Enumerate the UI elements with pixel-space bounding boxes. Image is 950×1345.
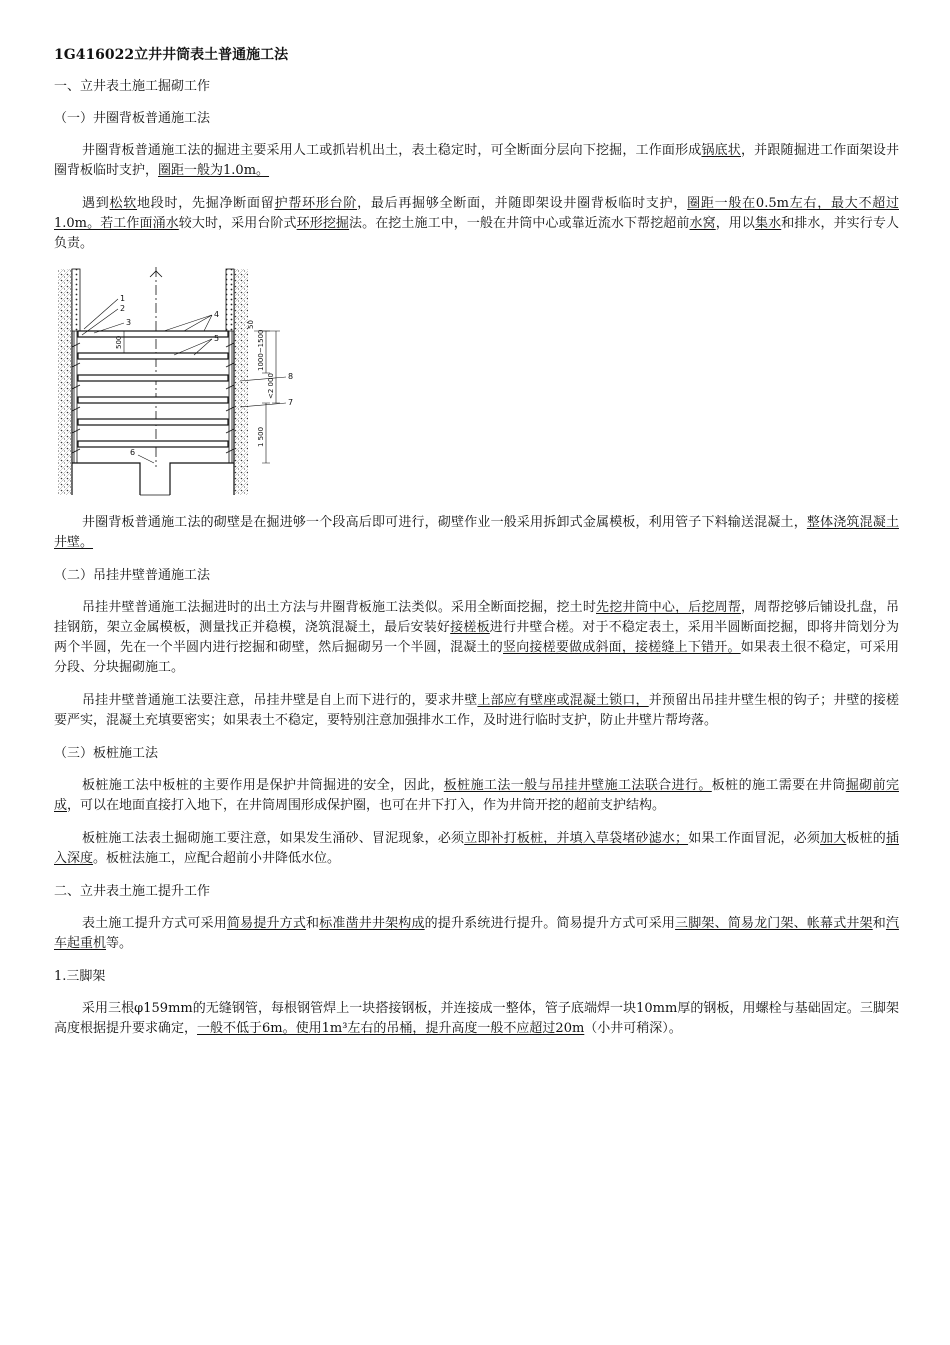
key-point: 圈距一般在0.5m左右，最大不超过1.0m。若工作面涌水	[54, 196, 899, 231]
key-point: 上部应有壁座或混凝土锁口，	[477, 693, 649, 708]
key-point: 接槎板	[450, 620, 490, 635]
key-point: 整体浇筑混凝土井壁。	[54, 515, 899, 550]
key-point: 标准凿井井架构成	[319, 916, 425, 931]
right-soil-wall	[234, 269, 248, 495]
section-2-heading: 二、立井表土施工提升工作	[54, 884, 211, 899]
document-page	[54, 44, 899, 1052]
key-point: 插入深度	[54, 831, 899, 866]
paragraph: 采用三根φ159mm的无缝钢管，每根钢管焊上一块搭接钢板，并连接成一整体，管子底端焊一块10mm厚的钢板，用螺栓与基础固定。三脚架高度根据提升要求确定，一般不低于6m。使用1m³左右的吊桶，提升高度一般不应超过20m（小井可稍深）。	[54, 1001, 899, 1036]
paragraph: 遇到松软地段时，先掘净断面留护帮环形台阶，最后再掘够全断面，并随即架设井圈背板临时支护，圈距一般在0.5m左右，最大不超过1.0m。若工作面涌水较大时，采用台阶式环形挖掘法。在挖土施工中，一般在井筒中心或靠近流水下帮挖超前水窝，用以集水和排水，并实行专人负责。	[54, 196, 899, 251]
steel-ring-set	[78, 331, 228, 447]
diagram-label: 1	[120, 294, 126, 303]
subsection-3-heading: （三）板桩施工法	[54, 746, 159, 761]
paragraph: 板桩施工法中板桩的主要作用是保护井筒掘进的安全，因此，板桩施工法一般与吊挂井壁施工法联合进行。板桩的施工需要在井筒掘砌前完成，可以在地面直接打入地下，在井筒周围形成保护圈，也可在井下打入，作为井筒开挖的超前支护结构。	[54, 778, 899, 813]
key-point: 松软	[109, 196, 138, 211]
dimension-label: 500	[115, 335, 123, 349]
paragraph: 表土施工提升方式可采用简易提升方式和标准凿井井架构成的提升系统进行提升。简易提升方式可采用三脚架、简易龙门架、帐幕式井架和汽车起重机等。	[54, 916, 899, 951]
upper-wall-lining-left	[72, 269, 80, 331]
doc-title: 1G416022立井井筒表土普通施工法	[54, 47, 289, 63]
dimension-label: <2 000	[267, 373, 275, 399]
paragraph: 吊挂井壁普通施工法掘进时的出土方法与井圈背板施工法类似。采用全断面挖掘，挖土时先挖井筒中心，后挖周帮，周帮挖够后铺设扎盘，吊挂钢筋，架立金属模板，测量找正并稳模，浇筑混凝土，最后安装好接槎板进行井壁合槎。对于不稳定表土，采用半圆断面挖掘，即将井筒划分为两个半圆，先在一个半圆内进行挖掘和砌壁，然后掘砌另一个半圆，混凝土的竖向接槎要做成斜面，接槎缝上下错开。如果表土很不稳定，可采用分段、分块掘砌施工。	[54, 600, 899, 675]
left-soil-wall	[58, 269, 72, 495]
key-point: 掘砌前完成	[54, 778, 899, 813]
key-point: 立即补打板桩，并填入草袋堵砂滤水；	[464, 831, 689, 846]
key-point: 竖向接槎要做成斜面，接槎缝上下错开。	[503, 640, 741, 655]
diagram-label: 6	[130, 448, 136, 457]
key-point: 一般不低于6m。使用1m³左右的吊桶，提升高度一般不应超过20m	[197, 1021, 585, 1036]
subsection-1-heading: （一）井圈背板普通施工法	[54, 111, 211, 126]
shaft-lining-diagram	[54, 267, 314, 499]
key-point: 护帮环形台阶	[274, 196, 358, 211]
key-point: 锅底状	[701, 143, 741, 158]
key-point: 加大	[820, 831, 847, 846]
key-point: 水窝	[689, 216, 716, 231]
key-point: 圈距一般为1.0m。	[158, 163, 270, 178]
key-point: 汽车起重机	[54, 916, 899, 951]
key-point: 板桩施工法一般与吊挂井壁施工法联合进行。	[443, 778, 712, 793]
dimension-label: 50	[247, 320, 255, 329]
paragraph: 井圈背板普通施工法的砌壁是在掘进够一个段高后即可进行，砌壁作业一般采用拆卸式金属模板，利用管子下料输送混凝土，整体浇筑混凝土井壁。	[54, 515, 899, 550]
dimension-label: 1 500	[257, 426, 265, 447]
subsection-tripod-heading: 1.三脚架	[54, 969, 106, 984]
paragraph: 板桩施工法表土掘砌施工要注意，如果发生涌砂、冒泥现象，必须立即补打板桩，并填入草袋堵砂滤水；如果工作面冒泥，必须加大板桩的插入深度。板桩法施工，应配合超前小井降低水位。	[54, 831, 899, 866]
paragraph: 吊挂井壁普通施工法要注意，吊挂井壁是自上而下进行的，要求井壁上部应有壁座或混凝土锁口，并预留出吊挂井壁生根的钩子；井壁的接槎要严实，混凝土充填要密实；如果表土不稳定，要特别注意加强排水工作，及时进行临时支护，防止井壁片帮垮落。	[54, 693, 899, 728]
paragraph: 井圈背板普通施工法的掘进主要采用人工或抓岩机出土，表土稳定时，可全断面分层向下挖掘，工作面形成锅底状，并跟随掘进工作面架设井圈背板临时支护，圈距一般为1.0m。	[54, 143, 899, 178]
key-point: 简易提升方式	[226, 916, 307, 931]
section-1-heading: 一、立井表土施工掘砌工作	[54, 79, 211, 94]
diagram-label: 2	[120, 304, 126, 313]
key-point: 三脚架、简易龙门架、帐幕式井架	[675, 916, 873, 931]
key-point: 集水	[754, 216, 782, 231]
key-point: 环形挖掘	[296, 216, 350, 231]
diagram-label: 3	[126, 318, 132, 327]
sump-pit	[72, 463, 234, 495]
dimension-label: 1000~1500	[257, 329, 265, 371]
diagram-label: 4	[214, 310, 220, 319]
diagram-label: 7	[288, 398, 294, 407]
diagram-label: 5	[214, 334, 220, 343]
upper-wall-lining-right	[226, 269, 234, 331]
key-point: 先挖井筒中心，后挖周帮	[596, 600, 741, 615]
subsection-2-heading: （二）吊挂井壁普通施工法	[54, 568, 211, 583]
diagram-label: 8	[288, 372, 294, 381]
